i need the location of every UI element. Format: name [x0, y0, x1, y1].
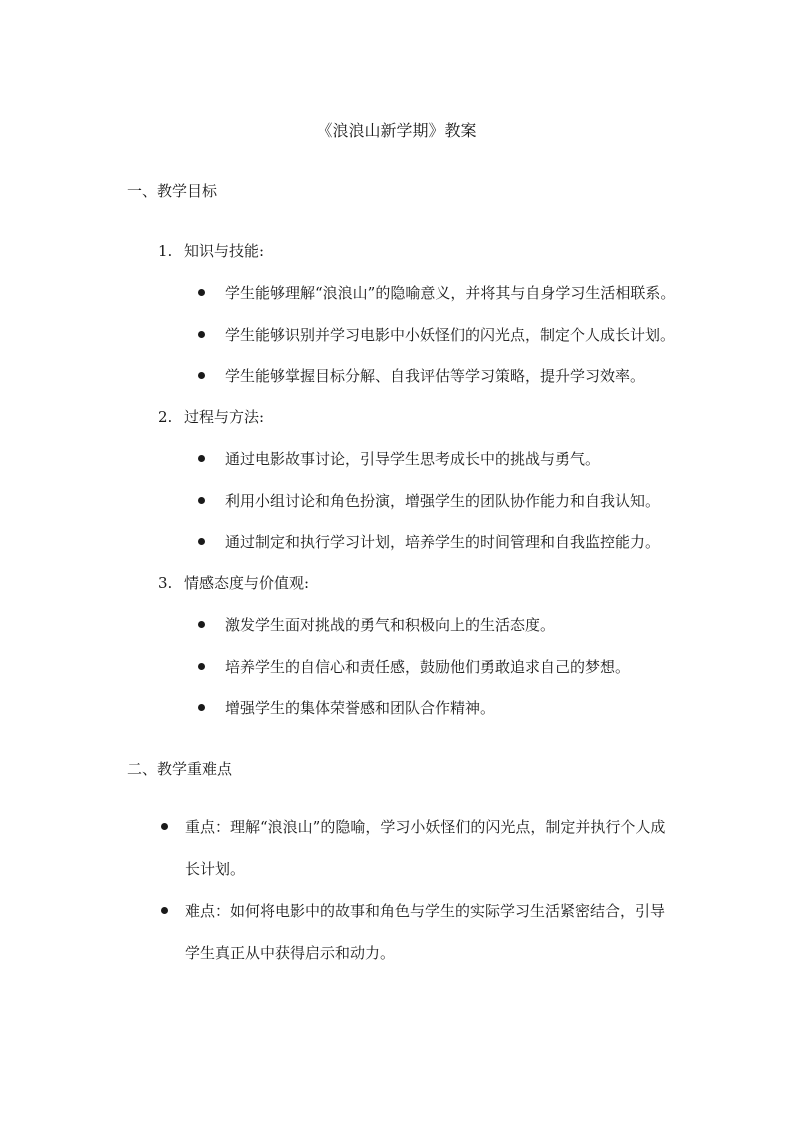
- bullet-icon: [161, 823, 168, 830]
- list-item: [198, 657, 630, 677]
- bullet-icon: [198, 621, 205, 628]
- bullet-icon: [198, 538, 205, 545]
- group-label: 情感态度与价值观:: [184, 574, 310, 592]
- list-item: [198, 698, 495, 718]
- list-item: [198, 449, 600, 469]
- list-item: [198, 532, 660, 552]
- bullet-icon: [198, 663, 205, 670]
- bullet-text: 激发学生面对挑战的勇气和积极向上的生活态度。: [225, 616, 556, 634]
- objective-group-process: [158, 407, 264, 427]
- objective-group-values: [158, 573, 309, 593]
- group-number: 3.: [158, 574, 173, 592]
- list-item: [198, 491, 660, 511]
- bullet-icon: [198, 497, 205, 504]
- list-item: [198, 325, 675, 345]
- key-point-text: 重点：理解“浪浪山”的隐喻，学习小妖怪们的闪光点，制定并执行个人成长计划。: [185, 818, 666, 878]
- list-item: [198, 283, 675, 303]
- section-heading-key-points: 二、教学重难点: [127, 760, 233, 778]
- bullet-text: 学生能够理解“浪浪山”的隐喻意义，并将其与自身学习生活相联系。: [225, 284, 676, 302]
- group-number: 2.: [158, 408, 173, 426]
- document-title: 《浪浪山新学期》教案: [316, 121, 477, 140]
- bullet-text: 增强学生的集体荣誉感和团队合作精神。: [225, 699, 496, 717]
- difficulty-item: [158, 890, 678, 974]
- bullet-icon: [198, 455, 205, 462]
- list-item: [198, 615, 555, 635]
- key-point-item: [158, 806, 678, 890]
- bullet-text: 利用小组讨论和角色扮演，增强学生的团队协作能力和自我认知。: [225, 492, 661, 510]
- bullet-icon: [198, 372, 205, 379]
- objective-group-knowledge: [158, 241, 264, 261]
- bullet-icon: [198, 331, 205, 338]
- group-label: 知识与技能:: [184, 242, 265, 260]
- bullet-icon: [198, 289, 205, 296]
- bullet-text: 学生能够识别并学习电影中小妖怪们的闪光点，制定个人成长计划。: [225, 326, 676, 344]
- bullet-text: 学生能够掌握目标分解、自我评估等学习策略，提升学习效率。: [225, 367, 646, 385]
- difficulty-text: 难点：如何将电影中的故事和角色与学生的实际学习生活紧密结合，引导学生真正从中获得启示和动力。: [185, 902, 666, 962]
- group-label: 过程与方法:: [184, 408, 265, 426]
- bullet-icon: [198, 704, 205, 711]
- bullet-text: 通过电影故事讨论，引导学生思考成长中的挑战与勇气。: [225, 450, 601, 468]
- bullet-text: 通过制定和执行学习计划，培养学生的时间管理和自我监控能力。: [225, 533, 661, 551]
- section-heading-objectives: 一、教学目标: [127, 182, 218, 200]
- bullet-text: 培养学生的自信心和责任感，鼓励他们勇敢追求自己的梦想。: [225, 658, 631, 676]
- list-item: [198, 366, 645, 386]
- group-number: 1.: [158, 242, 173, 260]
- bullet-icon: [161, 907, 168, 914]
